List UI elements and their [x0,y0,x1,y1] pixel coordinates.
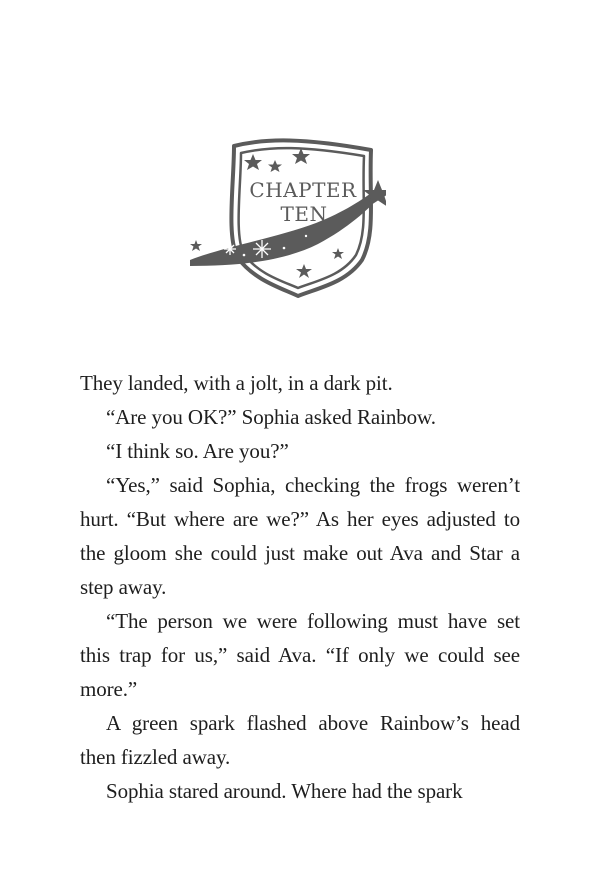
paragraph: Sophia stared around. Where had the spark [106,779,463,803]
sparkle-dot [243,254,246,257]
chapter-badge [186,138,386,300]
paragraph: They landed, with a jolt, in a dark pit. [80,371,393,395]
paragraph: “I think so. Are you?” [106,439,289,463]
star-icon [292,148,310,164]
paragraph: “Yes,” said Sophia, checking the frogs weren’t hurt. “But where are we?” As her eyes adjusted to the gloom she could just make out Ava and Star a step away. [80,473,520,599]
star-icon [296,264,312,278]
sparkle-dot [305,235,307,237]
chapter-number: TEN [280,202,328,226]
chapter-body-text [80,366,520,808]
star-icon [190,240,202,251]
chapter-label: CHAPTER [249,178,357,202]
chapter-shield-ornament [186,138,386,300]
sparkle-dot [283,247,286,250]
paragraph: “The person we were following must have set this trap for us,” said Ava. “If only we could see more.” [80,609,520,701]
star-icon [268,160,282,172]
star-icon [332,248,344,259]
paragraph: “Are you OK?” Sophia asked Rainbow. [106,405,436,429]
paragraph: A green spark flashed above Rainbow’s head then fizzled away. [80,711,520,769]
star-icon [244,154,262,170]
